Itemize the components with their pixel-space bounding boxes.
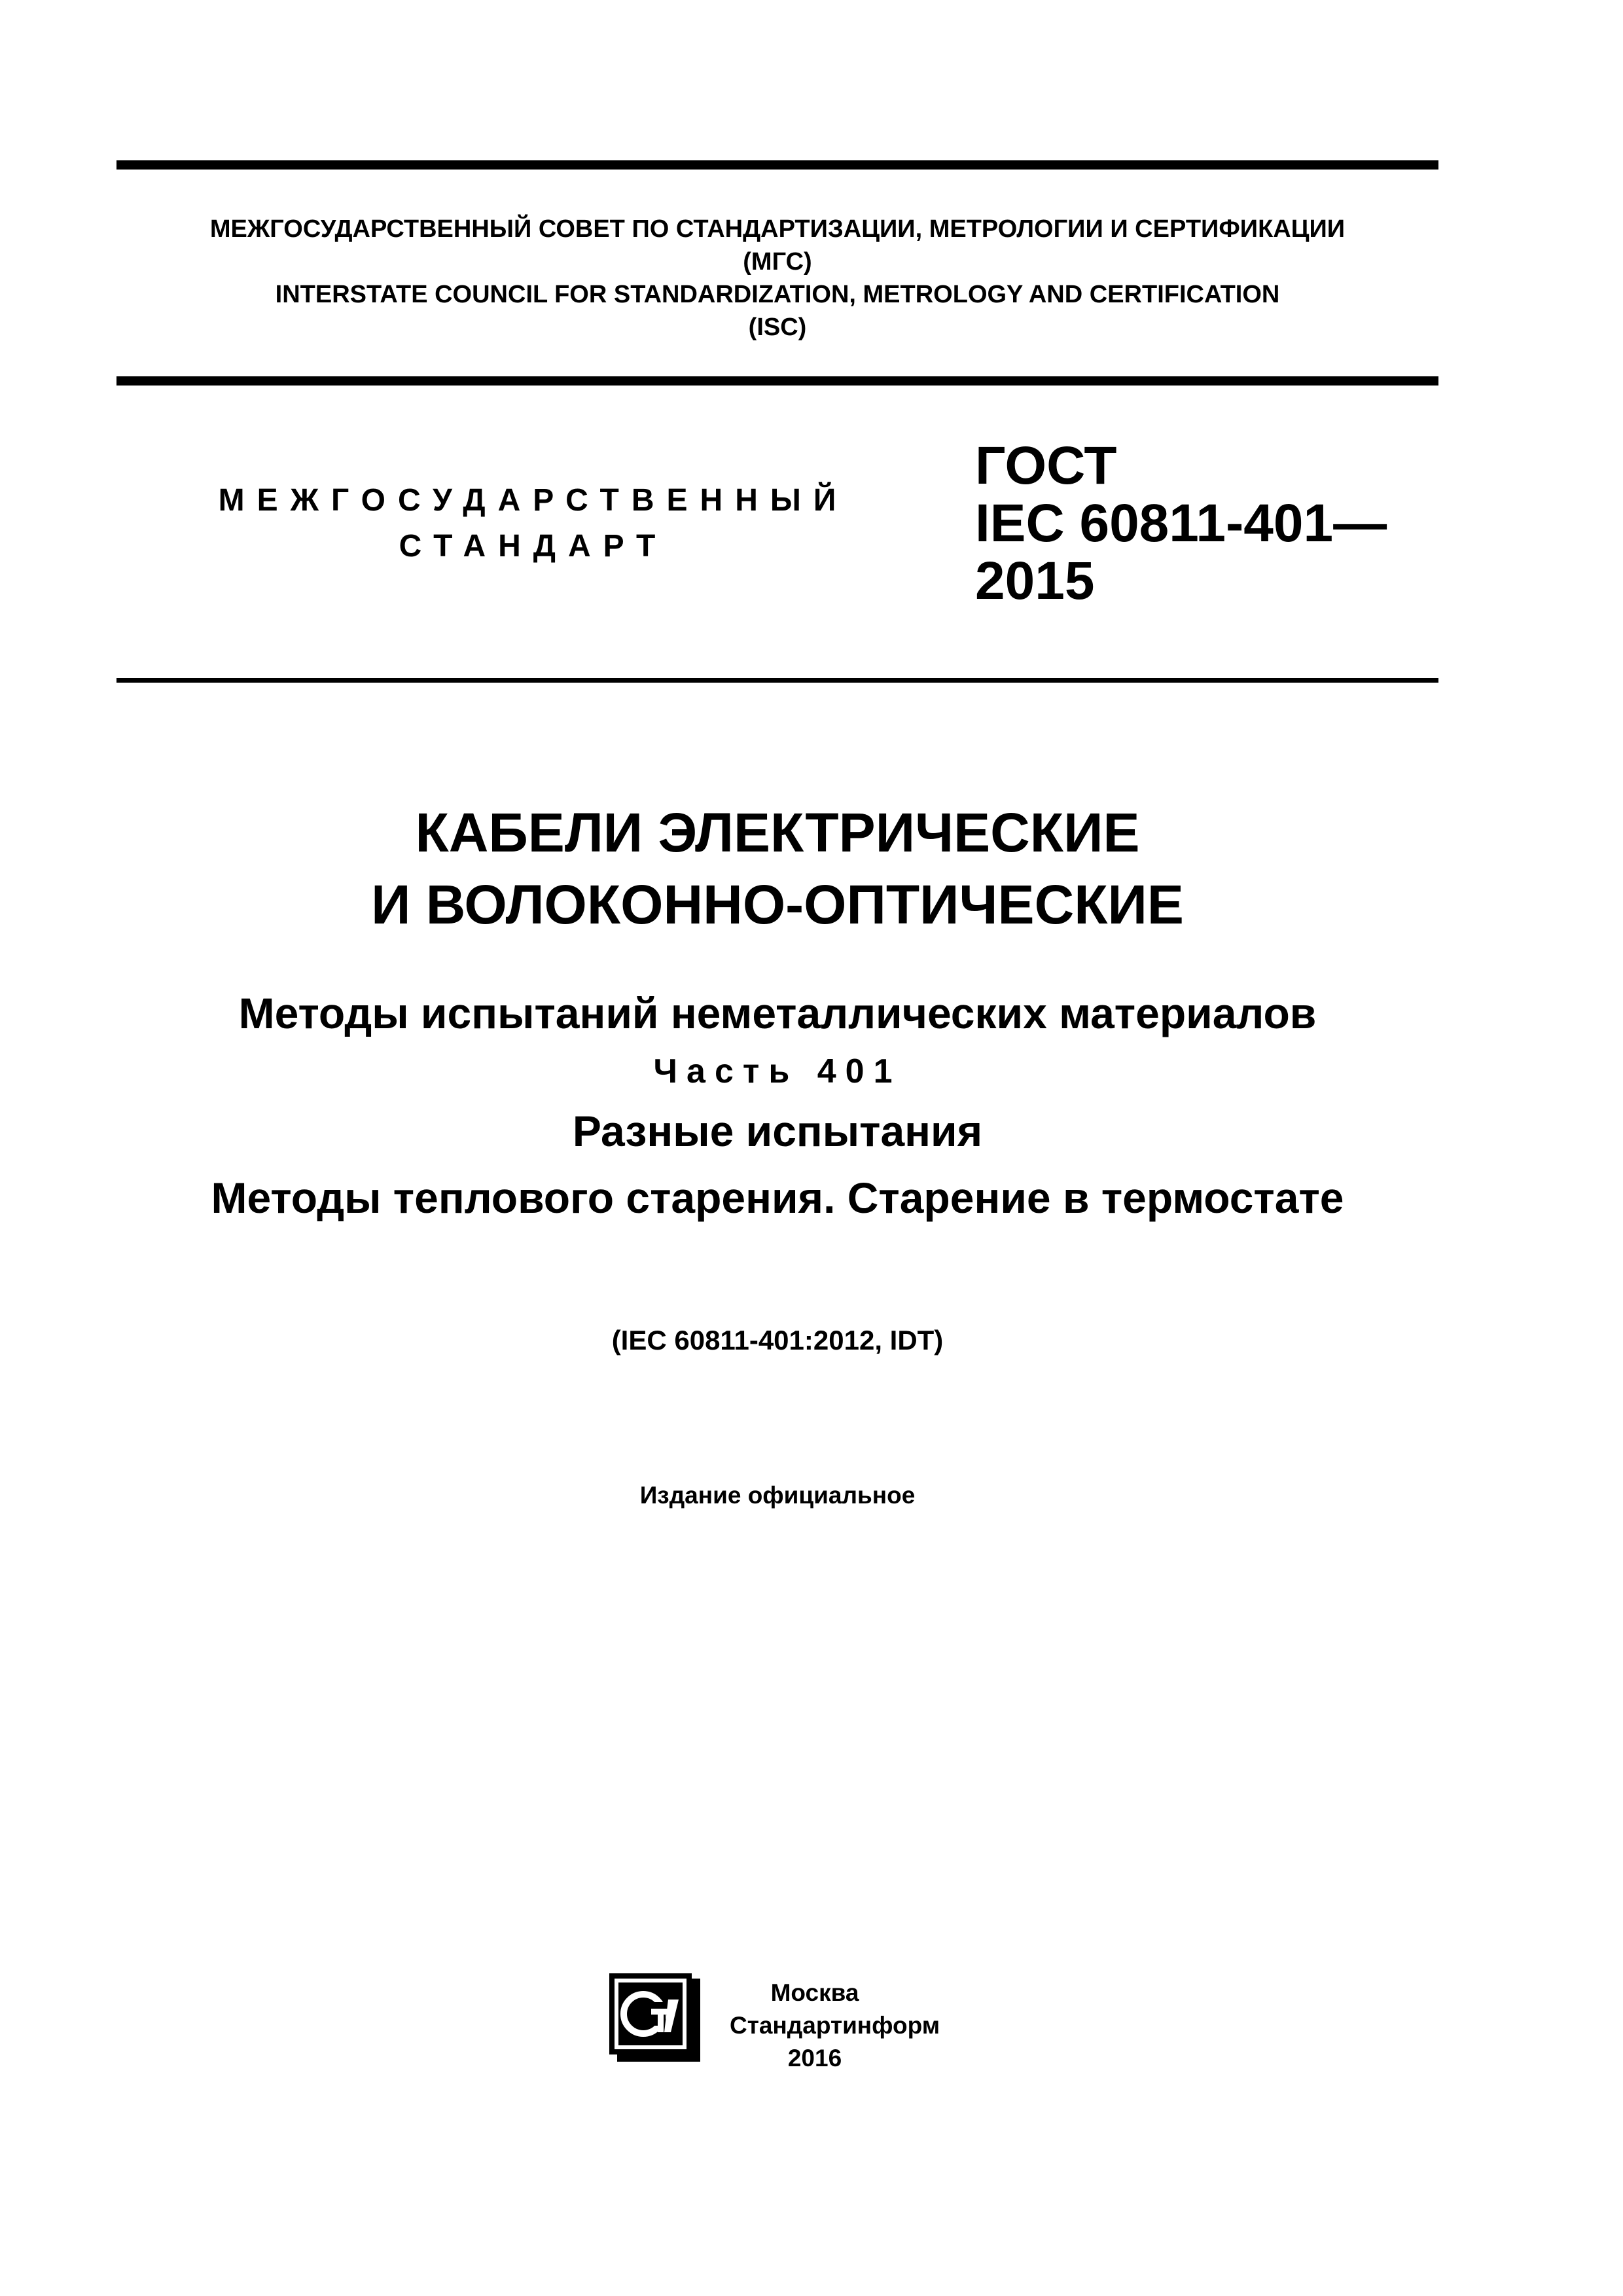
iec-reference: (IEC 60811-401:2012, IDT) — [611, 1325, 944, 1355]
council-abbr-en: (ISC) — [748, 314, 807, 341]
subtitle-aging: Методы теплового старения. Старение в термостате — [211, 1174, 1344, 1222]
subtitle-methods: Методы испытаний неметаллических материалов — [238, 989, 1317, 1037]
publisher-year: 2016 — [787, 2045, 842, 2072]
publisher-name: Стандартинформ — [730, 2012, 940, 2039]
subtitle-part: Часть 401 — [653, 1052, 902, 1090]
standard-type — [196, 478, 870, 569]
designation-line1: ГОСТ — [975, 436, 1117, 495]
council-name-ru: МЕЖГОСУДАРСТВЕННЫЙ СОВЕТ ПО СТАНДАРТИЗАЦИИ, МЕТРОЛОГИИ И СЕРТИФИКАЦИИ — [209, 215, 1346, 243]
standard-type-line2: СТАНДАРТ — [399, 529, 668, 564]
publisher-city: Москва — [770, 1979, 859, 2006]
document-title-line2: И ВОЛОКОННО-ОПТИЧЕСКИЕ — [371, 874, 1184, 935]
council-name-en: INTERSTATE COUNCIL FOR STANDARDIZATION, METROLOGY AND CERTIFICATION — [275, 281, 1280, 308]
lower-rule — [116, 678, 1438, 683]
council-header — [116, 213, 1438, 344]
designation-line3: 2015 — [975, 551, 1095, 611]
designation-line2: IEC 60811-401— — [975, 493, 1387, 553]
publisher-block — [730, 1977, 940, 2075]
edition-label: Издание официальное — [639, 1482, 916, 1509]
subtitle-misc-tests: Разные испытания — [572, 1107, 983, 1155]
standard-designation — [975, 437, 1387, 610]
document-title-line1: КАБЕЛИ ЭЛЕКТРИЧЕСКИЕ — [415, 802, 1140, 863]
middle-rule — [116, 376, 1438, 386]
standartinform-logo-icon — [605, 1973, 700, 2062]
council-abbr-ru: (МГС) — [743, 248, 812, 276]
top-rule — [116, 160, 1438, 170]
standard-type-line1: МЕЖГОСУДАРСТВЕННЫЙ — [218, 483, 849, 518]
